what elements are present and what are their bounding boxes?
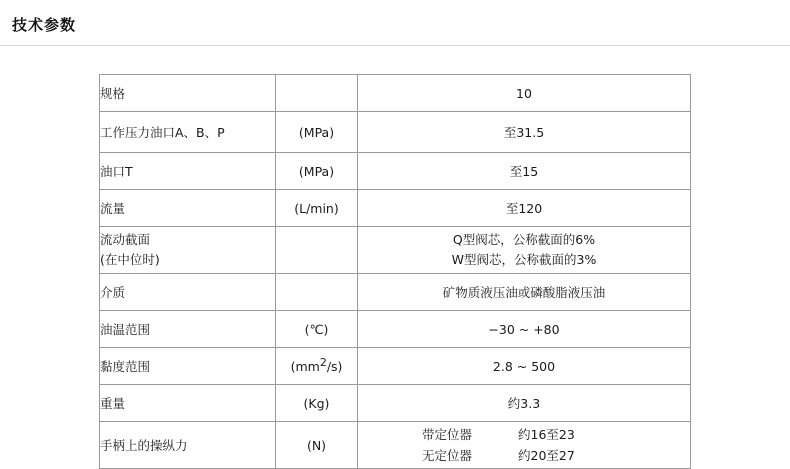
row-unit: (MPa) (276, 153, 358, 190)
row-unit-prefix: (mm (290, 358, 320, 374)
row-label: 规格 (100, 75, 276, 112)
table-row (100, 422, 691, 469)
row-unit-text (290, 355, 343, 374)
row-value: 至15 (358, 153, 691, 190)
table-row (100, 153, 691, 190)
row-unit: (MPa) (276, 112, 358, 153)
row-value: 约3.3 (358, 385, 691, 422)
table-row (100, 348, 691, 385)
row-value (358, 422, 691, 469)
row-value-line-1: Q型阀芯，公称截面的6% (452, 232, 596, 247)
row-value-lines (358, 230, 690, 270)
row-value: 至31.5 (358, 112, 691, 153)
technical-parameters-table (99, 74, 691, 469)
row-unit (276, 75, 358, 112)
row-value: 2.8 ~ 500 (358, 348, 691, 385)
row-unit (276, 227, 358, 274)
force-line-2 (382, 445, 666, 466)
force-value-grid (358, 424, 690, 467)
row-label: 工作压力油口A、B、P (100, 112, 276, 153)
row-value-line-2: W型阀芯，公称截面的3% (451, 252, 597, 267)
row-label-lines (100, 230, 275, 270)
row-label: 重量 (100, 385, 276, 422)
row-label: 油温范围 (100, 311, 276, 348)
section-title-bar (0, 0, 790, 46)
row-unit: (N) (276, 422, 358, 469)
table-row (100, 385, 691, 422)
row-label-line-1: 流动截面 (100, 232, 151, 247)
force-amount-1: 约16至23 (518, 426, 575, 442)
row-label: 油口T (100, 153, 276, 190)
force-amount-2: 约20至27 (518, 448, 575, 463)
row-label-line-2: (在中位时) (100, 252, 160, 267)
table-row (100, 274, 691, 311)
row-label: 黏度范围 (100, 348, 276, 385)
row-value: 矿物质液压油或磷酸脂液压油 (358, 274, 691, 311)
spec-table-container (99, 74, 691, 469)
page-title: 技术参数 (12, 16, 77, 34)
force-label-1: 带定位器 (422, 426, 473, 442)
row-value: −30 ~ +80 (358, 311, 691, 348)
table-row (100, 311, 691, 348)
table-row (100, 227, 691, 274)
row-unit: (Kg) (276, 385, 358, 422)
row-label: 介质 (100, 274, 276, 311)
row-label: 流量 (100, 190, 276, 227)
row-value: 10 (358, 75, 691, 112)
row-unit: (L/min) (276, 190, 358, 227)
row-unit (276, 274, 358, 311)
row-label (100, 227, 276, 274)
row-label: 手柄上的操纵力 (100, 422, 276, 469)
row-unit-superscript: 2 (319, 355, 327, 369)
force-label-2: 无定位器 (422, 448, 473, 463)
table-row (100, 190, 691, 227)
force-line-1 (382, 424, 666, 445)
row-unit: (℃) (276, 311, 358, 348)
row-unit (276, 348, 358, 385)
table-row (100, 75, 691, 112)
row-value (358, 227, 691, 274)
row-unit-suffix: /s) (326, 358, 343, 374)
row-value: 至120 (358, 190, 691, 227)
table-row (100, 112, 691, 153)
